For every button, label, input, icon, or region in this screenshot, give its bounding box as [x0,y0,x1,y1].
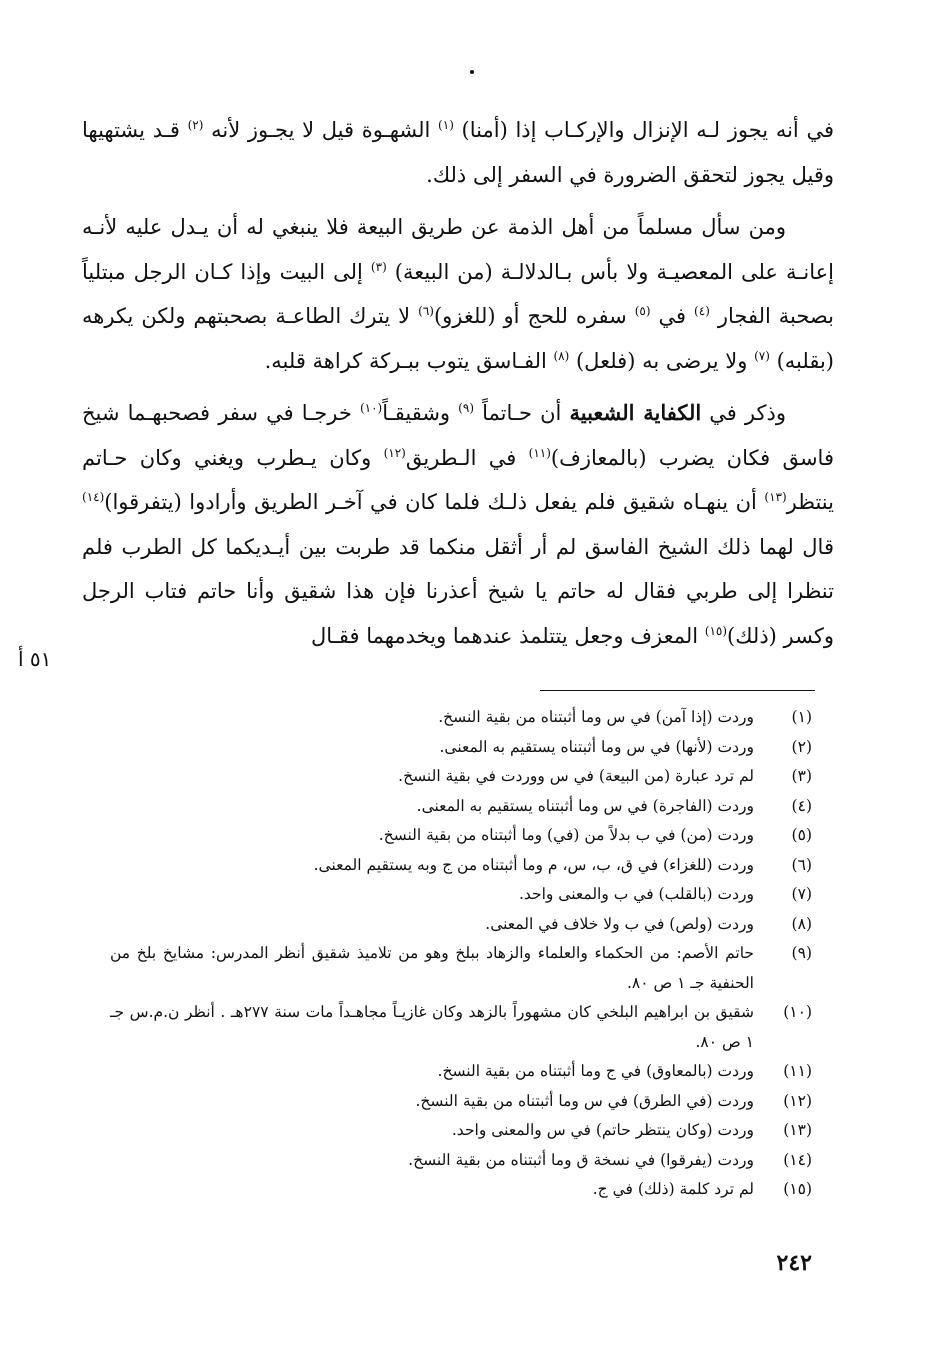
footnote-item [110,733,812,763]
footnote-number: (٦) [791,855,812,874]
text-run: المعزف وجعل يتتلمذ عندهما ويخدمهما فقـال [311,623,705,648]
text-run: إلى البيت وإذا كـان الرجل مبتلياً بصحبة الفجار [82,259,834,328]
footnote-reference: (٦) [418,304,434,318]
footnote-reference: (١) [438,118,454,132]
footnote-text: وردت (من) في ب بدلاً من (في) وما أثبتناه من بقية النسخ. [378,826,754,844]
footnote-text: وردت (ولص) في ب ولا خلاف في المعنى. [485,914,754,933]
footnote-number: (٣) [791,767,812,785]
footnote-reference: (١٥) [704,623,728,638]
text-run: في [650,304,695,328]
text-run: أن حـاتماً [474,401,570,425]
footnote-text: شقيق بن ابراهيم البلخي كان مشهوراً بالزهد وكان غازيـاً مجاهـداً مات سنة ٢٧٧هـ . أنظر ن.م.س جـ ١ ص ٨٠. [110,1003,754,1051]
footnote-item [110,1146,812,1176]
footnote-item [110,910,812,940]
footnote-item [110,1175,812,1205]
footnote-text: لم ترد كلمة (ذلك) في ج. [592,1180,754,1198]
footnotes-section [110,703,812,1205]
paragraph [82,391,834,658]
footnote-number: (٢) [791,737,812,756]
footnote-number: (١٢) [783,1091,812,1110]
footnote-number: (٩) [791,944,812,962]
text-run: الفـاسق يتوب ببـركة كراهة قلبه. [264,348,554,373]
footnote-item [110,851,812,881]
footnote-text: وردت (الفاجرة) في س وما أثبتناه يستقيم به المعنى. [416,796,754,815]
footnote-number: (٤) [791,796,812,815]
text-run: الشهـوة قيل لا يجـوز لأنه [203,118,439,142]
text-run: ولا يرضى به (فلعل) [569,348,755,373]
page-number: ٢٤٢ [776,1250,812,1276]
footnote-reference: (٧) [754,348,770,363]
footnote-item [110,1057,812,1087]
text-run: وشقيقـاً [382,401,459,425]
footnote-number: (٨) [791,914,812,933]
footnote-item [110,998,812,1057]
text-run: قال لهما ذلك الشيخ الفاسق لم أر أثقل منكما قد طربت بين أيـديكما كل الطرب فلم تنظرا إلى طربي فقال له حاتم يا شيخ أعذرنا فإن هذا شقيق وأنا حاتم فتاب الرجل وكسر (ذلك) [82,534,834,648]
footnote-text: وردت (وكان ينتظر حاتم) في س والمعنى واحد. [451,1121,754,1139]
paragraph [82,205,834,383]
text-run: في الـطريق [405,445,529,470]
footnote-text: وردت (بالقلب) في ب والمعنى واحد. [518,885,754,903]
text-run: ومن سأل مسلماً من أهل الذمة عن طريق البيعة فلا ينبغي له أن يـدل عليه لأنـه إعانـة على المعصيـة ولا بأس بـالدلالـة (من البيعة) [82,215,835,284]
footnote-reference: (٣) [370,259,387,274]
footnote-reference: (١١) [528,445,551,460]
text-run: وكان يـطرب ويغني وكان حـاتم ينتظر [82,445,834,514]
footnote-item [110,1087,812,1117]
text-run: قـد يشتهيها وقيل يجوز لتحقق الضرورة في السفر إلى ذلك. [82,118,834,187]
text-run: في أنه يجوز لـه الإنزال والإركـاب إذا (أمنا) [453,118,834,142]
main-text-body [82,108,834,658]
footnote-number: (٧) [791,885,812,903]
footnote-text: وردت (يفرقوا) في نسخة ق وما أثبتناه من بقية النسخ. [408,1150,754,1169]
footnote-item [110,821,812,851]
footnote-text: وردت (بالمعاوق) في ج وما أثبتناه من بقية النسخ. [437,1062,754,1080]
text-run: سفره للحج أو (للغزو) [433,304,635,328]
footnote-item [110,1116,812,1146]
footnote-text: حاتم الأصم: من الحكماء والعلماء والزهاد ببلخ وهو من تلاميذ شقيق أنظر المدرس: مشايخ بلخ من الحنفية جـ ١ ص ٨٠. [110,944,754,992]
text-run: لا يترك الطاعـة بصحبتهم ولكن يكرهه (بقلبه) [82,304,834,373]
footnote-item [110,792,812,822]
footnote-item [110,762,812,792]
footnote-number: (١١) [783,1062,812,1080]
footnote-number: (٥) [791,826,812,844]
text-run: وذكر في [701,401,786,425]
footnote-number: (١٤) [783,1150,812,1169]
folio-marker: ٥١ أ [18,647,52,671]
footnote-divider [540,690,815,691]
footnote-reference: (١٢) [383,445,406,460]
footnote-item [110,703,812,733]
footnote-number: (١٠) [783,1003,812,1021]
footnote-number: (١) [791,708,812,726]
footnote-item [110,880,812,910]
footnote-number: (١٣) [783,1121,812,1139]
footnote-reference: (٢) [187,118,204,132]
footnote-reference: (٥) [634,304,651,318]
text-run: أن ينهـاه شقيق فلم يفعل ذلـك فلما كان في آخـر الطريق وأرادوا (يتفرقوا) [104,490,765,514]
header-dot [470,70,474,74]
footnote-reference: (١٤) [82,490,105,504]
footnote-number: (١٥) [783,1180,812,1198]
text-run: خرجـا في سفر فصحبهـما شيخ فاسق فكان يضرب (بالمعازف) [82,401,834,470]
emphasized-title: الكفاية الشعبية [569,400,702,425]
footnote-reference: (٨) [553,348,570,363]
footnote-text: وردت (في الطرق) في س وما أثبتناه من بقية النسخ. [415,1091,754,1110]
footnote-item [110,939,812,998]
footnote-text: وردت (إذا آمن) في س وما أثبتناه من بقية النسخ. [438,708,754,726]
footnote-text: لم ترد عبارة (من البيعة) في س ووردت في بقية النسخ. [398,767,754,785]
footnote-text: وردت (لأنها) في س وما أثبتناه يستقيم به المعنى. [439,737,754,756]
footnote-reference: (٩) [458,401,474,415]
footnote-reference: (١٣) [764,490,787,504]
footnote-reference: (٤) [694,304,710,318]
footnote-reference: (١٠) [359,401,383,415]
paragraph [82,108,834,197]
footnote-text: وردت (للغزاء) في ق، ب، س، م وما أثبتناه من ج وبه يستقيم المعنى. [313,855,754,874]
